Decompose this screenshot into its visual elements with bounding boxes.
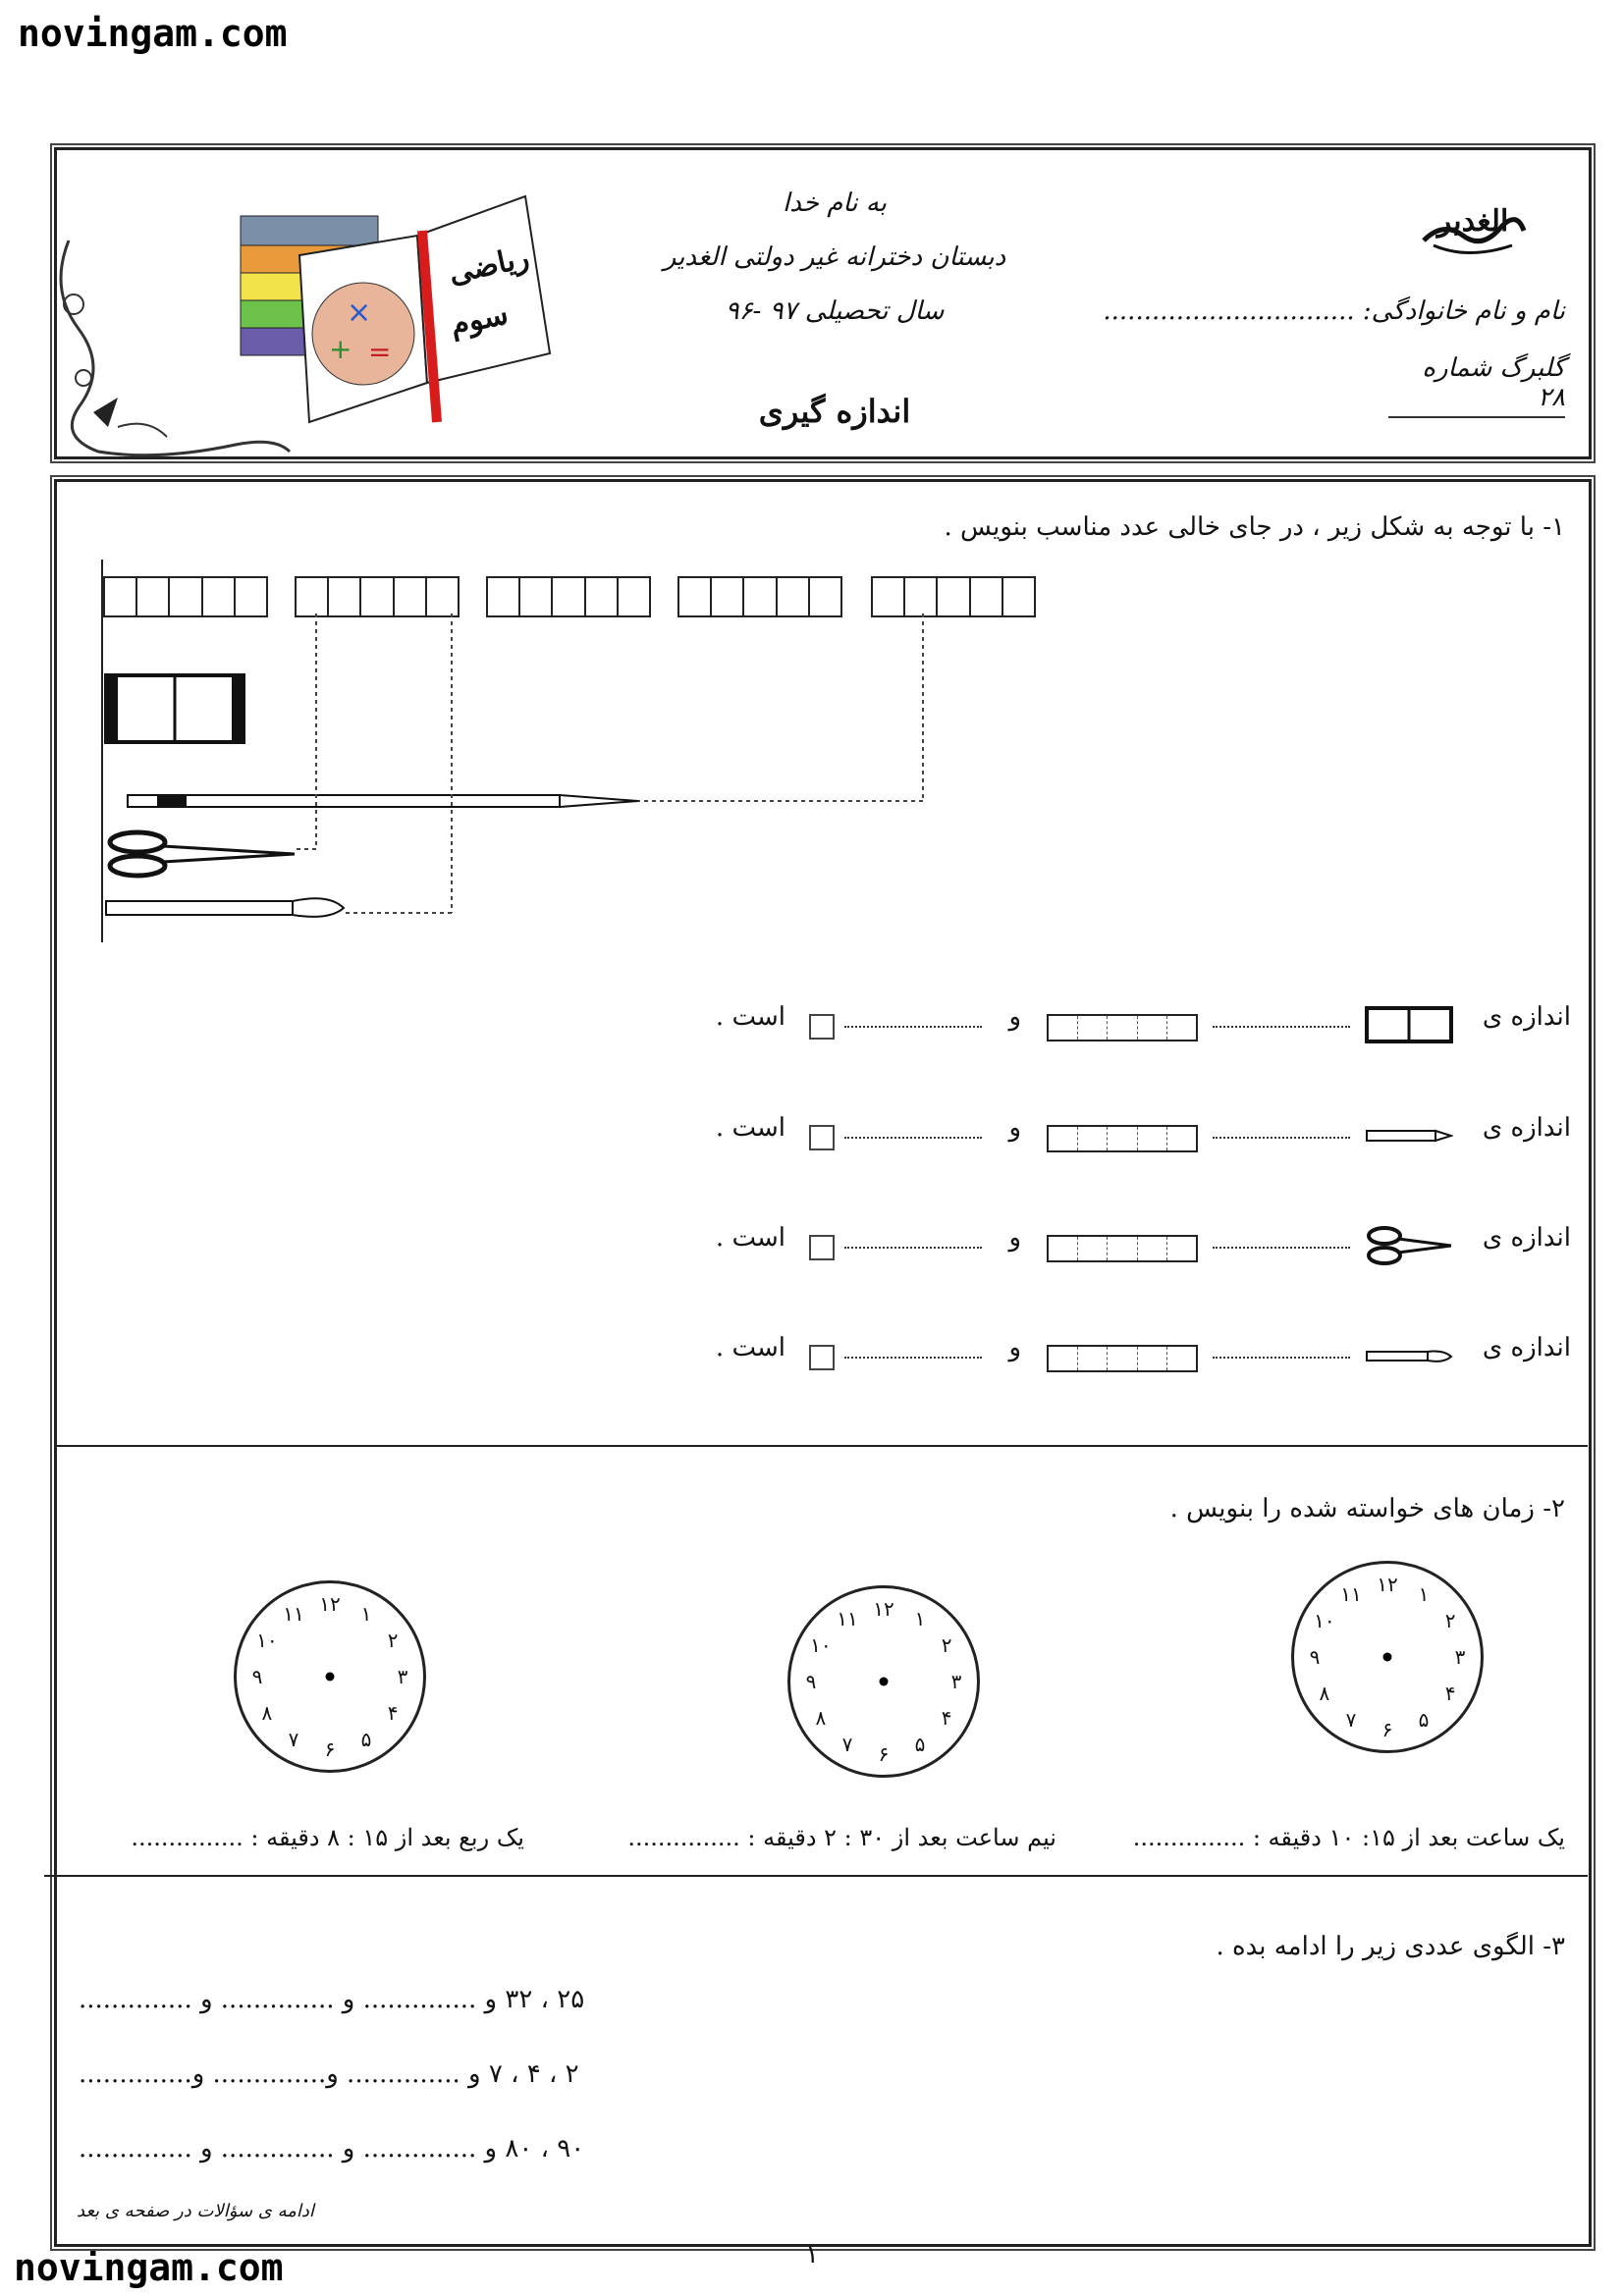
clock-number: ۷ bbox=[1345, 1708, 1357, 1733]
eraser-icon bbox=[1365, 1006, 1453, 1045]
school-logo bbox=[1414, 191, 1532, 265]
q3-line-3[interactable]: ۹۰ ، ۸۰ و .............. و .............. و .............. bbox=[79, 2134, 585, 2163]
clock-number: ۱۰ bbox=[1314, 1609, 1335, 1632]
clock-number: ۹ bbox=[251, 1665, 263, 1688]
clock-number: ۳ bbox=[950, 1670, 962, 1693]
clock-number: ۱۰ bbox=[256, 1629, 278, 1652]
eraser-icon bbox=[106, 675, 244, 742]
clock-number: ۴ bbox=[1444, 1682, 1456, 1705]
clock-number: ۴ bbox=[941, 1706, 952, 1730]
answer-blank[interactable] bbox=[844, 1137, 982, 1139]
is-label: است . bbox=[715, 1113, 785, 1143]
clock-number: ۷ bbox=[288, 1728, 299, 1752]
school-name: دبستان دخترانه غیر دولتی الغدیر bbox=[663, 242, 1006, 272]
topic-title: اندازه گیری bbox=[758, 393, 911, 430]
q3-line-1[interactable]: ۲۵ ، ۳۲ و .............. و .............. و .............. bbox=[79, 1985, 585, 2014]
clock-number: ۲ bbox=[1444, 1609, 1456, 1632]
objects-figure bbox=[88, 560, 1070, 952]
clock-number: ۱۲ bbox=[873, 1597, 894, 1621]
clock-number: ۱ bbox=[914, 1606, 926, 1630]
q1-row-4 bbox=[648, 1327, 1571, 1376]
row-label: اندازه ی bbox=[1482, 1333, 1571, 1362]
checkbox[interactable] bbox=[809, 1014, 835, 1040]
bismillah: به نام خدا bbox=[783, 188, 887, 218]
page-number: ۱ bbox=[805, 2240, 819, 2269]
row-label: اندازه ی bbox=[1482, 1223, 1571, 1253]
svg-text:+: + bbox=[329, 333, 352, 365]
clock-number: ۸ bbox=[1319, 1682, 1330, 1705]
q1-title: ۱- با توجه به شکل زیر ، در جای خالی عدد مناسب بنویس . bbox=[944, 512, 1565, 542]
measurement-figure bbox=[88, 560, 1070, 952]
q2-prompt-3[interactable]: یک ربع بعد از ۱۵ : ۸ دقیقه : ............... bbox=[131, 1824, 524, 1851]
checkbox[interactable] bbox=[809, 1235, 835, 1260]
ruler-icon bbox=[1047, 1345, 1198, 1372]
clock-number: ۷ bbox=[841, 1733, 853, 1757]
pen-icon bbox=[1365, 1347, 1453, 1366]
and-label: و bbox=[1008, 1113, 1021, 1143]
is-label: است . bbox=[715, 1333, 785, 1362]
clock-number: ۱۱ bbox=[837, 1606, 858, 1630]
clock-number: ۲ bbox=[941, 1633, 952, 1657]
clock-number: ۸ bbox=[261, 1701, 273, 1725]
answer-blank[interactable] bbox=[1213, 1247, 1350, 1249]
book-label-2: سوم bbox=[447, 296, 512, 343]
pencil-icon bbox=[1365, 1127, 1453, 1147]
name-field[interactable]: نام و نام خانوادگی: ............................... bbox=[1103, 296, 1565, 326]
answer-blank[interactable] bbox=[1213, 1026, 1350, 1028]
q2-title: ۲- زمان های خواسته شده را بنویس . bbox=[1169, 1494, 1565, 1523]
ruler-icon bbox=[1047, 1125, 1198, 1152]
q1-row-1 bbox=[648, 996, 1571, 1045]
watermark-bottom: novingam.com bbox=[14, 2246, 284, 2289]
clock-number: ۱۲ bbox=[1377, 1573, 1398, 1596]
and-label: و bbox=[1008, 1333, 1021, 1362]
pen-icon bbox=[106, 898, 344, 917]
checkbox[interactable] bbox=[809, 1125, 835, 1150]
scissors-icon bbox=[1365, 1221, 1453, 1270]
pencil-icon bbox=[128, 795, 638, 807]
clock-number: ۱ bbox=[1418, 1581, 1430, 1606]
ornament-icon bbox=[39, 231, 295, 461]
is-label: است . bbox=[715, 1223, 785, 1253]
clock-number: ۵ bbox=[1418, 1708, 1430, 1733]
q1-row-3 bbox=[648, 1217, 1571, 1266]
clock-number: ۵ bbox=[360, 1728, 372, 1752]
answer-blank[interactable] bbox=[844, 1357, 982, 1359]
answer-blank[interactable] bbox=[844, 1026, 982, 1028]
svg-text:×: × bbox=[347, 295, 372, 330]
clock-number: ۳ bbox=[1454, 1645, 1466, 1669]
is-label: است . bbox=[715, 1002, 785, 1032]
scissors-icon bbox=[110, 832, 295, 876]
clock-number: ۱۱ bbox=[283, 1601, 304, 1626]
continue-note: ادامه ی سؤالات در صفحه ی بعد bbox=[77, 2201, 314, 2221]
clock-2 bbox=[787, 1585, 980, 1778]
clock-number: ۹ bbox=[1309, 1645, 1321, 1669]
book-label-1: ریاضی bbox=[446, 240, 532, 292]
checkbox[interactable] bbox=[809, 1345, 835, 1370]
clock-number: ۱۲ bbox=[319, 1592, 341, 1616]
answer-blank[interactable] bbox=[1213, 1137, 1350, 1139]
ruler-icon bbox=[1047, 1014, 1198, 1041]
q3-title: ۳- الگوی عددی زیر را ادامه بده . bbox=[1216, 1932, 1565, 1961]
clock-3 bbox=[234, 1580, 426, 1773]
q2-prompt-1[interactable]: یک ساعت بعد از ۱۵: ۱۰ دقیقه : ............... bbox=[1132, 1824, 1565, 1851]
clock-center bbox=[1383, 1653, 1392, 1662]
clock-number: ۳ bbox=[397, 1665, 408, 1688]
clock-number: ۸ bbox=[815, 1706, 827, 1730]
q2-prompt-2[interactable]: نیم ساعت بعد از ۳۰ : ۲ دقیقه : ............... bbox=[627, 1824, 1056, 1851]
clock-1 bbox=[1291, 1561, 1484, 1753]
floral-ornament bbox=[39, 231, 295, 461]
clock-number: ۹ bbox=[805, 1670, 817, 1693]
clock-center bbox=[880, 1678, 889, 1686]
clock-number: ۵ bbox=[914, 1733, 926, 1757]
q1-row-2 bbox=[648, 1107, 1571, 1156]
section-divider-1 bbox=[56, 1445, 1588, 1447]
logo-text: الغدیر bbox=[1436, 204, 1509, 239]
clock-number: ۲ bbox=[387, 1629, 399, 1652]
and-label: و bbox=[1008, 1223, 1021, 1253]
q3-line-2[interactable]: ۲ ، ۴ ، ۷ و .............. و.............. و.............. bbox=[79, 2059, 579, 2089]
section-divider-2 bbox=[44, 1875, 1588, 1877]
answer-blank[interactable] bbox=[844, 1247, 982, 1249]
logo-icon bbox=[1414, 191, 1532, 265]
clock-number: ۶ bbox=[878, 1742, 890, 1766]
clock-number: ۱۱ bbox=[1340, 1581, 1362, 1606]
watermark-top: novingam.com bbox=[18, 12, 288, 55]
school-year: سال تحصیلی ۹۷ -۹۶ bbox=[725, 296, 945, 326]
clock-center bbox=[326, 1673, 335, 1682]
row-label: اندازه ی bbox=[1482, 1113, 1571, 1143]
ruler-icon bbox=[1047, 1235, 1198, 1262]
sheet-number: گلبرگ شماره ۲۸ bbox=[1388, 353, 1565, 418]
clock-number: ۴ bbox=[387, 1701, 399, 1725]
svg-text:=: = bbox=[368, 336, 392, 368]
clock-number: ۱ bbox=[360, 1601, 372, 1626]
answer-blank[interactable] bbox=[1213, 1357, 1350, 1359]
clock-number: ۶ bbox=[1381, 1718, 1393, 1741]
row-label: اندازه ی bbox=[1482, 1002, 1571, 1032]
and-label: و bbox=[1008, 1002, 1021, 1032]
clock-number: ۶ bbox=[324, 1737, 336, 1761]
clock-number: ۱۰ bbox=[810, 1633, 832, 1657]
